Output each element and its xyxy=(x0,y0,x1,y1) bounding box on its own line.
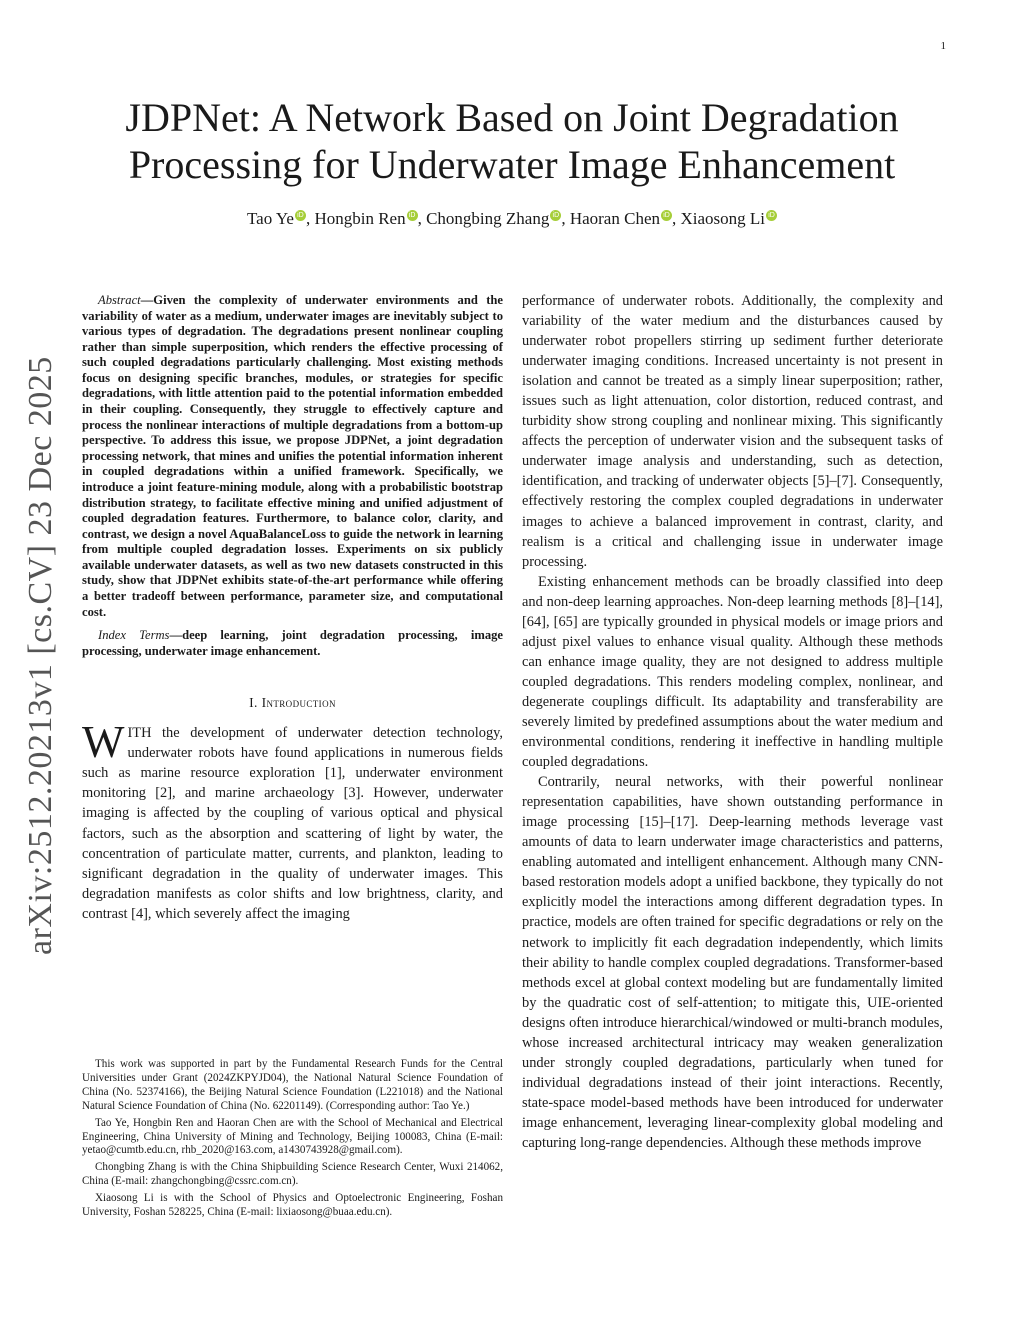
orcid-icon[interactable]: iD xyxy=(295,210,306,221)
footnote-affiliation: Xiaosong Li is with the School of Physics and Optoelectronic Engineering, Foshan University, Foshan 528225, China (E-mail: lixiaosong@buaa.edu.cn). xyxy=(82,1192,503,1219)
intro-paragraph-1-continued: performance of underwater robots. Additionally, the complexity and variability of the water medium and the disturbances caused by underwater robot propellers stirring up sediment further deteriorate underwater imaging conditions. Increased uncertainty is not present in isolation and cannot be treated as a simply linear superposition; rather, issues such as light attenuation, color distortion, reduced contrast, and turbidity show strong coupling and nonlinear mixing. This significantly affects the perception of underwater vision and the subsequent tasks of underwater image analysis and understanding, such as detection, identification, and tracking of underwater objects [5]–[7]. Consequently, effectively restoring the complex coupled degradations in underwater images to achieve a balanced improvement in contrast, clarity, and realism is a critical and challenging issue in underwater image processing. xyxy=(522,293,943,570)
index-terms xyxy=(82,628,503,659)
index-terms-label: Index Terms xyxy=(98,628,170,643)
author-list: Tao Ye iD , Hongbin Ren iD , Chongbing Zhang iD , Haoran Chen iD , Xiaosong Li iD xyxy=(80,209,944,229)
intro-paragraph-3: Contrarily, neural networks, with their powerful nonlinear representation capabilities, have shown outstanding performance in image processing [15]–[17]. Deep-learning methods leverage vast amounts of data to learn underwater image characteristics and patterns, enabling automated and intelligent enhancement. Although many CNN-based restoration models adopt a unified backbone, they typically do not explicitly model the interactions among different degradation types. In practice, models are often trained for specific degradations or rely on the network to implicitly fit each degradation independently, which limits their ability to handle complex coupled degradations. Transformer-based methods excel at global context modeling but are fundamentally limited by the quadratic cost of self-attention; to mitigate this, UIE-oriented designs often introduce hierarchical/windowed or multi-branch modules, whose increased architectural intricacy may weaken generalization under strongly coupled degradations, particularly when tuned for individual degradations instead of their joint interactions. Recently, state-space model-based methods have been introduced for underwater image enhancement, leveraging linear-complexity global modeling and capturing long-range dependencies. Although these methods improve xyxy=(522,774,943,1151)
abstract xyxy=(82,293,503,620)
section-number: I. xyxy=(249,695,258,711)
abstract-text: —Given the complexity of underwater environments and the variability of water as a medium, underwater images are inevitably subject to various types of degradation. The degradations present nonlinear coupling rather than simple superposition, which renders the effective processing of such coupled degradations particularly challenging. Most existing methods focus on designing specific branches, modules, or strategies for specific degradations, with little attention paid to the potential information embedded in their coupling. Consequently, they struggle to effectively capture and process the nonlinear interactions of multiple degradations from a bottom-up perspective. To address this issue, we propose JDPNet, a joint degradation processing network, that mines and unifies the potential information inherent in coupled degradations within a unified framework. Specifically, we introduce a joint feature-mining module, along with a probabilistic bootstrap distribution strategy, to facilitate effective mining and unified adjustment of coupled degradation features. Furthermore, to balance color, clarity, and contrast, we design a novel AquaBalanceLoss to guide the network in learning from multiple coupled degradation losses. Experiments on six publicly available underwater datasets, as well as two new datasets constructed in this study, show that JDPNet exhibits state-of-the-art performance while offering a better tradeoff between performance, parameter size, and computational cost. xyxy=(82,293,503,619)
index-terms-text: —deep learning, joint degradation processing, image processing, underwater image enhancement. xyxy=(82,628,503,658)
author-name: Hongbin Ren xyxy=(314,209,406,228)
left-column xyxy=(82,293,503,924)
orcid-icon[interactable]: iD xyxy=(407,210,418,221)
intro-paragraph-1 xyxy=(82,717,503,923)
footnote-funding: This work was supported in part by the Fundamental Research Funds for the Central Universities under Grant (2024ZKPYJD04), the National Natural Science Foundation of China (No. 52374166), the Beijing Natural Science Foundation (L221018) and the National Natural Science Foundation of China (No. 62201149). (Corresponding author: Tao Ye.) xyxy=(82,1058,503,1112)
page-number: 1 xyxy=(940,40,946,52)
author-name: Xiaosong Li xyxy=(680,209,766,228)
orcid-icon[interactable]: iD xyxy=(661,210,672,221)
author-name: Tao Ye xyxy=(246,209,294,228)
intro-paragraph-1-text: ITH the development of underwater detection technology, underwater robots have found applications in numerous fields such as marine resource exploration [1], underwater environment monitoring [2], and marine archaeology [3]. However, underwater imaging is affected by the coupling of various optical and physical factors, such as the absorption and scattering of light by water, the concentration of particulate matter, currents, and plankton, leading to significant degradation in the quality of underwater images. This degradation manifests as color shifts and low brightness, clarity, and contrast [4], which severely affect the imaging xyxy=(82,725,503,922)
footnote-affiliation: Chongbing Zhang is with the China Shipbuilding Science Research Center, Wuxi 214062, China (E-mail: zhangchongbing@cssrc.com.cn). xyxy=(82,1161,503,1188)
author-name: Chongbing Zhang xyxy=(426,209,550,228)
intro-paragraph-2: Existing enhancement methods can be broadly classified into deep and non-deep learning approaches. Non-deep learning methods [8]–[14], [64], [65] are typically grounded in physical models or image priors and adjust pixel values to enhance visual quality. Although these methods can enhance image quality, they are not designed to address multiple coupled degradations. This renders modeling complex, nonlinear, and degenerate couplings difficult. Its adaptability and transferability are severely limited by predefined assumptions about the water medium and environmental conditions, rendering it ineffective in handling multiple coupled degradations. xyxy=(522,573,943,771)
paper-title: JDPNet: A Network Based on Joint Degradation Processing for Underwater Image Enhancement xyxy=(125,95,899,187)
orcid-icon[interactable]: iD xyxy=(550,210,561,221)
section-title: Introduction xyxy=(261,695,336,711)
arxiv-identifier-stamp[interactable]: arXiv:2512.20213v1 [cs.CV] 23 Dec 2025 xyxy=(22,356,59,955)
section-heading-introduction xyxy=(82,695,503,711)
orcid-icon[interactable]: iD xyxy=(766,210,777,221)
abstract-label: Abstract xyxy=(98,293,141,307)
author-name: Haoran Chen xyxy=(569,209,660,228)
footnote-affiliation: Tao Ye, Hongbin Ren and Haoran Chen are with the School of Mechanical and Electrical Engineering, China University of Mining and Technology, Beijing 100083, China (E-mail: yetao@cumtb.edu.cn, rhb_2020@163.com, a1430743928@gmail.com). xyxy=(82,1116,503,1157)
drop-cap: W xyxy=(82,717,125,768)
footnotes xyxy=(82,1058,503,1223)
right-column xyxy=(522,291,943,1153)
